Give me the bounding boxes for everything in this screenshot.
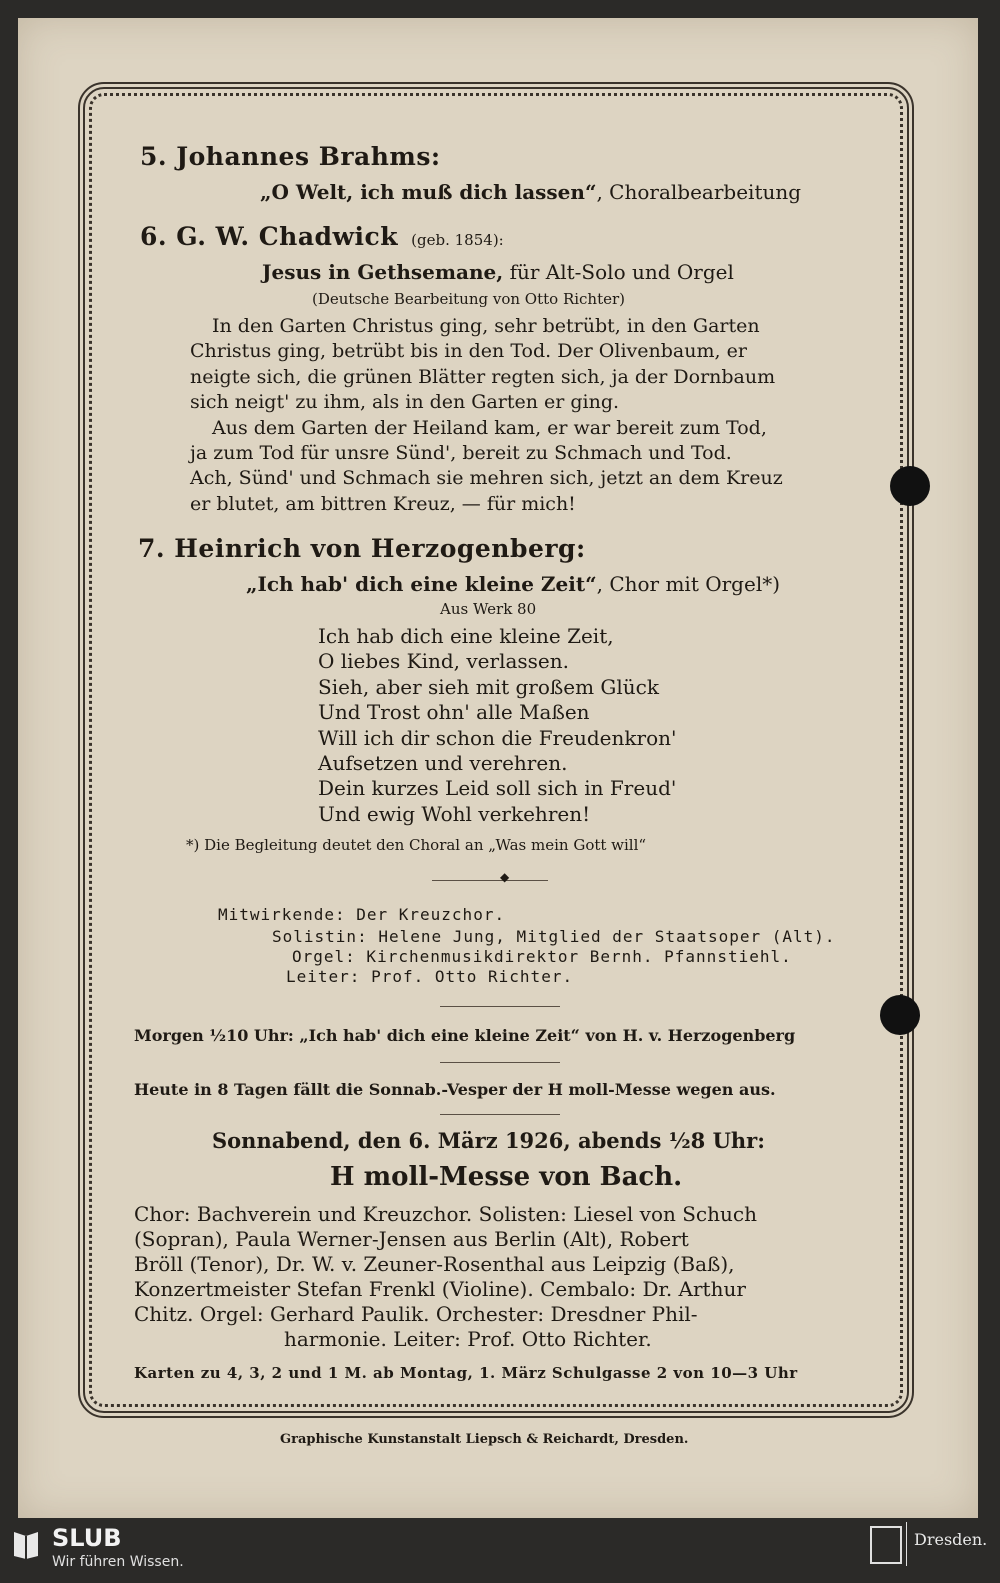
footer-logo-text: SLUB xyxy=(52,1524,122,1552)
footer-divider xyxy=(906,1522,907,1566)
poem-line: Sieh, aber sieh mit großem Glück xyxy=(318,674,659,699)
text-line: Ach, Sünd' und Schmach sie mehren sich, jetzt an dem Kreuz xyxy=(190,467,783,490)
footnote: *) Die Begleitung deutet den Choral an „Was mein Gott will“ xyxy=(186,836,647,854)
work-title: „Ich hab' dich eine kleine Zeit“ xyxy=(246,572,597,596)
footer-tagline: Wir führen Wissen. xyxy=(52,1554,184,1570)
poem-line: Aufsetzen und verehren. xyxy=(318,751,568,776)
work-title: Jesus in Gethsemane, xyxy=(262,260,504,284)
details-line: Chor: Bachverein und Kreuzchor. Solisten: Liesel von Schuch xyxy=(134,1202,757,1226)
text-line: Christus ging, betrübt bis in den Tod. Der Olivenbaum, er xyxy=(190,340,747,363)
composer-heading: 7. Heinrich von Herzogenberg: xyxy=(138,534,586,563)
sung-text xyxy=(190,314,783,517)
concert-title: H moll-Messe von Bach. xyxy=(330,1162,683,1192)
composer-heading: 6. G. W. Chadwick xyxy=(140,222,399,251)
composer-note: (geb. 1854): xyxy=(411,231,504,249)
work-description: , Choralbearbeitung xyxy=(596,180,802,204)
notice-tomorrow: Morgen ½10 Uhr: „Ich hab' dich eine kleine Zeit“ von H. v. Herzogenberg xyxy=(134,1026,796,1045)
performers-line: Orgel: Kirchenmusikdirektor Bernh. Pfannstiehl. xyxy=(292,947,792,966)
work-title: „O Welt, ich muß dich lassen“ xyxy=(260,180,597,204)
text-line: In den Garten Christus ging, sehr betrübt, in den Garten xyxy=(212,315,760,337)
ticket-info: Karten zu 4, 3, 2 und 1 M. ab Montag, 1. März Schulgasse 2 von 10—3 Uhr xyxy=(134,1364,798,1382)
poem-line: Dein kurzes Leid soll sich in Freud' xyxy=(318,776,677,801)
details-line: Chitz. Orgel: Gerhard Paulik. Orchester: Dresdner Phil- xyxy=(134,1302,698,1326)
details-line: (Sopran), Paula Werner-Jensen aus Berlin (Alt), Robert xyxy=(134,1227,689,1251)
concert-details xyxy=(134,1202,757,1352)
concert-date: Sonnabend, den 6. März 1926, abends ½8 Uhr: xyxy=(212,1128,765,1153)
work-line xyxy=(246,572,780,596)
composer-line xyxy=(140,222,504,251)
footer-city: Dresden. xyxy=(914,1530,988,1549)
text-line: Aus dem Garten der Heiland kam, er war bereit zum Tod, xyxy=(212,416,767,439)
poem-line: O liebes Kind, verlassen. xyxy=(318,649,569,674)
printer-credit: Graphische Kunstanstalt Liepsch & Reichardt, Dresden. xyxy=(280,1432,689,1447)
translation-credit: (Deutsche Bearbeitung von Otto Richter) xyxy=(312,290,626,308)
poem-line: Und ewig Wohl verkehren! xyxy=(318,801,591,826)
details-line: harmonie. Leiter: Prof. Otto Richter. xyxy=(284,1327,652,1351)
city-crest-icon xyxy=(870,1526,902,1564)
text-line: ja zum Tod für unsre Sünd', bereit zu Schmach und Tod. xyxy=(190,442,732,465)
divider xyxy=(440,1006,560,1007)
performers-line: Mitwirkende: Der Kreuzchor. xyxy=(218,905,506,924)
work-description: für Alt-Solo und Orgel xyxy=(509,260,734,284)
book-icon xyxy=(12,1528,40,1560)
punch-hole xyxy=(880,995,920,1035)
performers-line: Solistin: Helene Jung, Mitglied der Staatsoper (Alt). xyxy=(272,927,836,946)
opus-number: Aus Werk 80 xyxy=(440,600,537,618)
work-description: , Chor mit Orgel*) xyxy=(596,572,781,596)
text-line: neigte sich, die grünen Blätter regten sich, ja der Dornbaum xyxy=(190,365,776,388)
punch-hole xyxy=(890,466,930,506)
footer-bar xyxy=(0,1518,1000,1583)
poem-line: Will ich dir schon die Freudenkron' xyxy=(318,725,677,750)
poem-line: Und Trost ohn' alle Maßen xyxy=(318,700,590,725)
work-line xyxy=(262,260,734,284)
performers-line: Leiter: Prof. Otto Richter. xyxy=(286,967,574,986)
divider xyxy=(432,880,548,881)
details-line: Bröll (Tenor), Dr. W. v. Zeuner-Rosenthal aus Leipzig (Baß), xyxy=(134,1252,735,1276)
composer-heading: 5. Johannes Brahms: xyxy=(140,142,441,171)
poem xyxy=(318,624,677,827)
text-line: sich neigt' zu ihm, als in den Garten er ging. xyxy=(190,391,620,414)
details-line: Konzertmeister Stefan Frenkl (Violine). Cembalo: Dr. Arthur xyxy=(134,1277,746,1301)
divider xyxy=(440,1062,560,1063)
work-line xyxy=(260,180,801,204)
diamond-ornament: ◆ xyxy=(500,870,510,884)
notice-cancel: Heute in 8 Tagen fällt die Sonnab.-Vesper der H moll-Messe wegen aus. xyxy=(134,1080,776,1099)
divider xyxy=(440,1114,560,1115)
text-line: er blutet, am bittren Kreuz, — für mich! xyxy=(190,492,576,515)
poem-line: Ich hab dich eine kleine Zeit, xyxy=(318,624,614,648)
